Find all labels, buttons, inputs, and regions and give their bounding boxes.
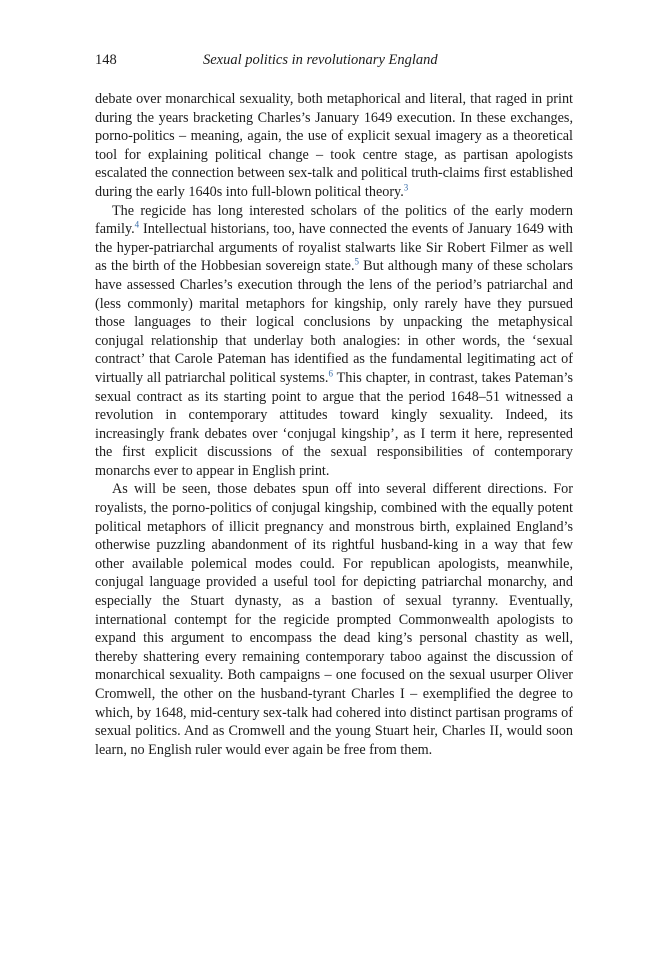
footnote-ref-3[interactable]: 3: [403, 182, 409, 193]
page-number: 148: [95, 52, 117, 68]
footnote-ref-6[interactable]: 6: [328, 368, 333, 379]
running-title: Sexual politics in revolutionary England: [203, 52, 438, 68]
footnote-ref-4[interactable]: 4: [134, 219, 140, 230]
paragraph-debates-directions: [95, 480, 573, 759]
paragraph-text: As will be seen, those debates spun off into several different directions. For royalists, the porno-politics of conjugal kingship, combined with the equally potent political metaphors of illicit pregnancy and monstrous birth, explained England’s otherwise puzzling abandonment of its rightful husband-king in a way that few other available polemical modes could. For republican apologists, meanwhile, conjugal language provided a useful tool for depicting patriarchal monarchy, and especially the Stuart dynasty, as a bastion of sexual tyranny. Eventually, international contempt for the regicide prompted Commonwealth apologists to expand this argument to encompass the dead king’s personal chastity as well, thereby shattering every remaining contemporary taboo against the discussion of monarchical sexuality. Both campaigns – one focused on the sexual usurper Oliver Cromwell, the other on the husband-tyrant Charles I – exemplified the degree to which, by 1648, mid-century sex-talk had cohered into distinct partisan programs of sexual politics. And as Cromwell and the young Stuart heir, Charles II, would soon learn, no English ruler would ever again be free from them.: [95, 481, 573, 758]
book-page: [95, 48, 573, 759]
paragraph-text: The regicide has long interested scholars of the politics of the early modern family.: [95, 202, 573, 238]
footnote-ref-5[interactable]: 5: [354, 256, 359, 267]
paragraph-text: Intellectual historians, too, have connected the events of January 1649 with the hyper-patriarchal arguments of royalist stalwarts like Sir Robert Filmer as well as the birth of the Hobbesian sovereign state.: [95, 221, 573, 275]
paragraph-text: But although many of these scholars have assessed Charles’s execution through the lens of the period’s patriarchal and (less commonly) marital metaphors for kingship, only rarely have they pursued those languages to their logical conclusions by unpacking the metaphysical conjugal relationship that underlay both analogies: in other words, the ‘sexual contract’ that Carole Pateman has identified as the fundamental legitimating act of virtually all patriarchal political systems.: [95, 258, 573, 386]
body-text: [95, 90, 573, 759]
running-head: [95, 48, 573, 72]
paragraph-text: This chapter, in contrast, takes Pateman’s sexual contract as its starting point to argue that the period 1648–51 witnessed a revolution in contemporary attitudes toward kingly sexuality. Indeed, its increasingly frank debates over ‘conjugal kingship’, as I term it here, represented the first explicit discussions of the sexual responsibilities of contemporary monarchs ever to appear in English print.: [95, 369, 573, 479]
paragraph-continued: [95, 90, 573, 202]
paragraph-regicide-scholarship: [95, 202, 573, 481]
paragraph-text: debate over monarchical sexuality, both metaphorical and literal, that raged in print during the years bracketing Charles’s January 1649 execution. In these exchanges, porno-politics – meaning, again, the use of explicit sexual imagery as a theoretical tool for explaining political change – took centre stage, as partisan apologists escalated the connection between sex-talk and political truth-claims first established during the early 1640s into full-blown political theory.: [95, 91, 573, 200]
